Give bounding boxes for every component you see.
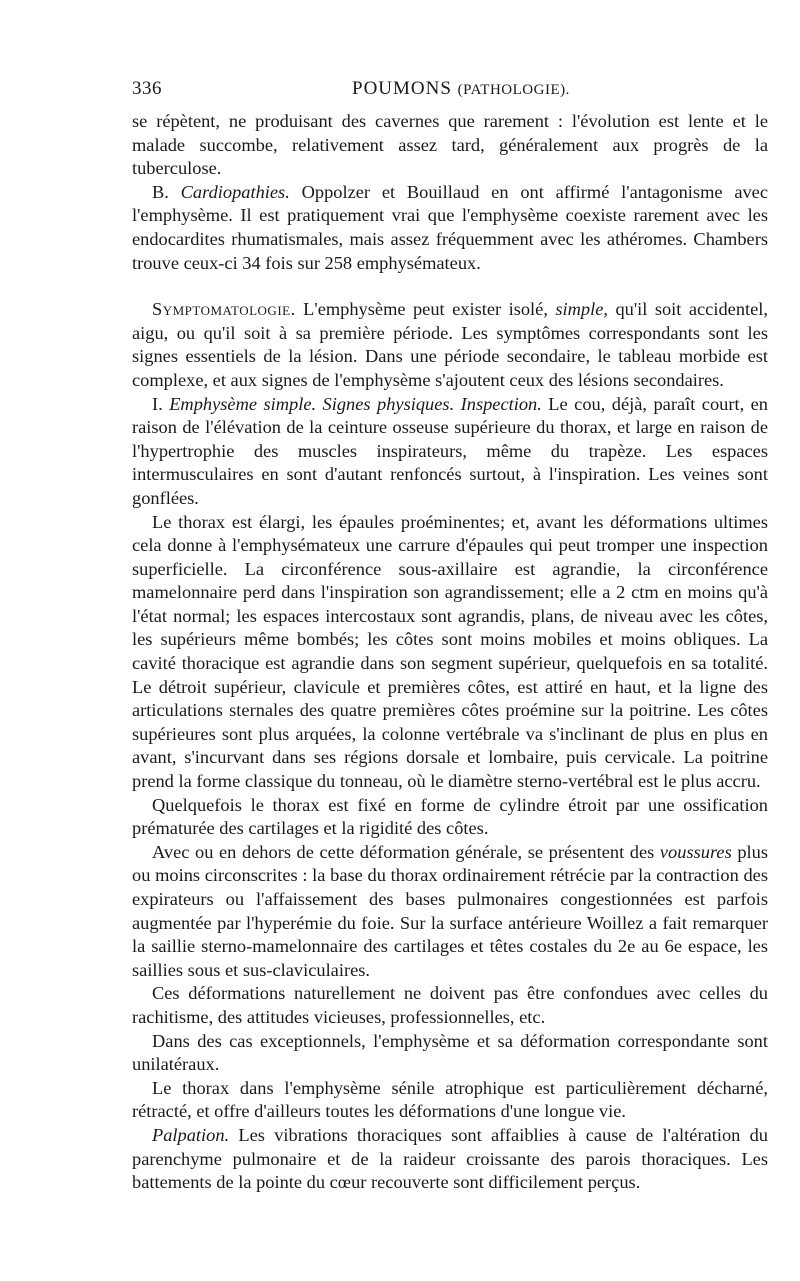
paragraph-prefix: I. bbox=[152, 393, 170, 414]
paragraph-cylindre bbox=[132, 794, 768, 841]
paragraph-text: qu'il soit accidentel, aigu, ou qu'il soit à sa première période. Les symptômes correspondants sont les signes essentiels de la lésion. Dans une période secondaire, le tableau morbide est complexe, et aux signes de l'emphysème s'ajoutent ceux des lésions secondaires. bbox=[132, 299, 768, 390]
page-number: 336 bbox=[132, 78, 162, 99]
paragraph-lead-in: Cardiopathies. bbox=[180, 181, 290, 202]
paragraph-voussures bbox=[132, 841, 768, 983]
paragraph-palpation bbox=[132, 1124, 768, 1195]
paragraph-lead-in: Palpation. bbox=[152, 1124, 230, 1145]
paragraph-lead-in: Emphysème simple. Signes physiques. Inspection. bbox=[169, 393, 542, 414]
paragraph-unilateraux bbox=[132, 1030, 768, 1077]
paragraph-prefix: B. bbox=[152, 181, 181, 202]
section-gap bbox=[132, 275, 768, 298]
section-heading: Symptomatologie. bbox=[152, 299, 296, 320]
body-text bbox=[132, 110, 768, 1195]
emphasis-text: voussures bbox=[659, 841, 732, 862]
running-title bbox=[352, 78, 570, 100]
paragraph-cardiopathies bbox=[132, 181, 768, 275]
paragraph-text: Dans des cas exceptionnels, l'emphysème et sa déformation correspondante sont unilatéraux. bbox=[132, 1030, 768, 1075]
running-title-sub: (PATHOLOGIE). bbox=[457, 82, 570, 98]
running-head bbox=[132, 78, 768, 104]
paragraph-text: Les vibrations thoraciques sont affaiblies à cause de l'altération du parenchyme pulmonaire et de la raideur croissante des parois thoraciques. Les battements de la pointe du cœur recouverte sont difficilement perçus. bbox=[132, 1124, 768, 1193]
running-title-main: POUMONS bbox=[352, 78, 452, 99]
paragraph-text: Le thorax est élargi, les épaules proéminentes; et, avant les déformations ultimes cela donne à l'emphysémateux une carrure d'épaules qui peut tromper une inspection superficielle. La circonférence sous-axillaire est agrandie, la circonférence mamelonnaire perd dans l'inspiration son agrandissement; elle a 2 ctm en moins qu'à l'état normal; les espaces intercostaux sont agrandis, plans, de niveau avec les côtes, les supérieurs même bombés; les côtes sont moins mobiles et moins obliques. La cavité thoracique est agrandie dans son segment supérieur, quelquefois en sa totalité. Le détroit supérieur, clavicule et premières côtes, est attiré en haut, et la ligne des articulations sternales des quatre premières côtes proémine sur la poitrine. Les côtes supérieures sont plus arquées, la colonne vertébrale va s'inclinant de plus en plus en avant, s'incurvant dans ses régions dorsale et lombaire, puis cervicale. La poitrine prend la forme classique du tonneau, où le diamètre sterno-vertébral est le plus accru. bbox=[132, 511, 768, 792]
paragraph-rachitisme bbox=[132, 982, 768, 1029]
paragraph-thorax bbox=[132, 511, 768, 794]
paragraph-continuation bbox=[132, 110, 768, 181]
emphasis-text: simple, bbox=[555, 299, 608, 320]
paragraph-inspection bbox=[132, 393, 768, 511]
paragraph-text: L'emphysème peut exister isolé, bbox=[295, 299, 556, 320]
paragraph-senile bbox=[132, 1077, 768, 1124]
book-page bbox=[132, 78, 768, 1195]
paragraph-text: Quelquefois le thorax est fixé en forme de cylindre étroit par une ossification prématurée des cartilages et la rigidité des côtes. bbox=[132, 794, 768, 839]
paragraph-text: se répètent, ne produisant des cavernes que rarement : l'évolution est lente et le malade succombe, relativement assez tard, généralement aux progrès de la tuberculose. bbox=[132, 111, 768, 179]
paragraph-text: Le cou, déjà, paraît court, en raison de l'élévation de la ceinture osseuse supérieure du thorax, et large en raison de l'hypertrophie des muscles inspirateurs, même du trapèze. Les espaces intermusculaires en sont d'autant renfoncés surtout, à l'inspiration. Les veines sont gonflées. bbox=[132, 393, 769, 508]
paragraph-text: Avec ou en dehors de cette déformation générale, se présentent des bbox=[152, 841, 660, 862]
paragraph-text: Oppolzer et Bouillaud en ont affirmé l'antagonisme avec l'emphysème. Il est pratiquement vrai que l'emphysème coexiste rarement avec les endocardites rhumatismales, mais assez fréquemment avec les athéromes. Chambers trouve ceux-ci 34 fois sur 258 emphysémateux. bbox=[132, 181, 768, 273]
paragraph-text: plus ou moins circonscrites : la base du thorax ordinairement rétrécie par la contraction des expirateurs ou l'affaissement des bases pulmonaires congestionnées est parfois augmentée par l'hyperémie du foie. Sur la surface antérieure Woillez a fait remarquer la saillie sterno-mamelonnaire des cartilages et têtes costales du 2e au 6e espace, les saillies sous et sus-claviculaires. bbox=[132, 841, 768, 980]
paragraph-symptomatologie bbox=[132, 298, 768, 392]
paragraph-text: Le thorax dans l'emphysème sénile atrophique est particulièrement décharné, rétracté, et offre d'ailleurs toutes les déformations d'une longue vie. bbox=[132, 1077, 768, 1122]
paragraph-text: Ces déformations naturellement ne doivent pas être confondues avec celles du rachitisme, des attitudes vicieuses, professionnelles, etc. bbox=[132, 983, 768, 1027]
